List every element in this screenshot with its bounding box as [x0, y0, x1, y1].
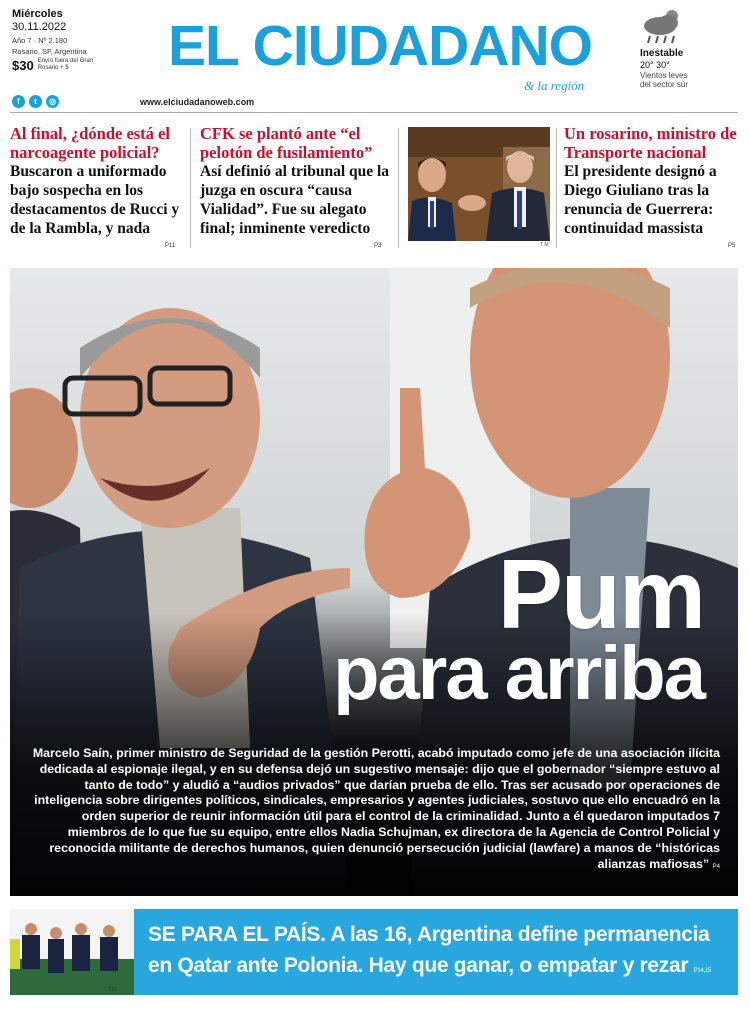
main-lead [30, 746, 720, 875]
column-divider [398, 128, 399, 248]
edition-date: 30.11.2022 [12, 21, 67, 33]
weather-note-1: Vientos leves [640, 71, 688, 80]
weather-condition: Inestable [640, 48, 684, 59]
weather-box [640, 6, 740, 89]
sports-banner[interactable] [10, 909, 738, 995]
cover-price: $30 [12, 58, 34, 73]
column-divider [190, 128, 191, 248]
teaser-body: El presidente designó a Diego Giuliano tras la renuncia de Guerrera: continuidad massista [564, 163, 717, 237]
teaser-page-ref: P5 [728, 243, 736, 249]
teaser-headline: Un rosarino, ministro de Transporte nacional [564, 124, 737, 162]
main-headline-line1: Pum [497, 539, 704, 649]
price-block [12, 58, 132, 73]
edition-info [12, 8, 132, 73]
banner-headline [148, 919, 732, 987]
banner-photo-credit: T.M [108, 987, 117, 993]
teaser-headline: Al final, ¿dónde está el narcoagente policial? [10, 124, 170, 162]
website-url[interactable]: www.elciudadanoweb.com [140, 97, 255, 107]
main-lead-text: Marcelo Saín, primer ministro de Seguridad de la gestión Perotti, acabó imputado como jefe de una asociación ilícita dedicada al espionaje ilegal, y en su defensa dejó un sugestivo mensaje: dijo que el gobernador “siempre estuvo al tanto de todo” y aludió a “audios privados” que darían prueba de ello. Tras ser acusado por operaciones de inteligencia sobre dirigentes políticos, sindicales, empresarios y agentes judiciales, sostuvo que ello encuadró en la orden superior de reunir información útil para el control de la criminalidad. Junto a él quedaron imputados 7 miembros de lo que fue su equipo, entre ellos Nadia Schujman, ex directora de la Agencia de Control Policial y reconocida militante de derechos humanos, quien denunció persecución judicial (lawfare) a manos de “históricas alianzas mafiosas” [32, 746, 720, 871]
teaser-transporte[interactable] [564, 124, 744, 238]
twitter-icon[interactable]: t [29, 95, 42, 108]
banner-headline-text: SE PARA EL PAÍS. A las 16, Argentina define permanencia en Qatar ante Polonia. Hay que ganar, o empatar y rezar [148, 923, 710, 977]
weather-temps: 20° 30° [640, 60, 670, 70]
teaser-body: Buscaron a uniformado bajo sospecha en los destacamentos de Rucci y de la Rambla, y nada [10, 163, 180, 237]
edition-day: Miércoles [12, 8, 63, 20]
facebook-icon[interactable]: f [12, 95, 25, 108]
main-story[interactable] [10, 268, 738, 896]
teaser-headline: CFK se plantó ante “el pelotón de fusilamiento” [200, 124, 373, 162]
teaser-narcoagente[interactable] [10, 124, 182, 238]
social-links [12, 95, 59, 108]
banner-photo [10, 909, 134, 995]
teaser-photo[interactable] [408, 127, 550, 241]
banner-page-ref: P14,15 [693, 968, 711, 974]
issue-number: Año 7 · Nº 2.180 [12, 36, 68, 45]
rain-cloud-icon [640, 6, 684, 46]
instagram-icon[interactable]: ◎ [46, 95, 59, 108]
price-note: Envío fuera del Gran Rosario + $ [37, 58, 94, 71]
column-divider [556, 128, 557, 248]
photo-credit: T M [540, 242, 549, 248]
teaser-page-ref: P3 [374, 243, 382, 249]
main-headline [333, 539, 704, 716]
masthead-divider [10, 112, 738, 113]
masthead [0, 0, 750, 120]
newspaper-logo: EL CIUDADANO [168, 14, 592, 78]
logo-tagline: & la región [524, 78, 585, 93]
edition-location: Rosario, SF, Argentina [12, 47, 87, 56]
main-headline-line2: para arriba [333, 631, 704, 716]
teaser-body: Así definió al tribunal que la juzga en oscura “causa Vialidad”. Fue su alegato final; inminente veredicto [200, 163, 390, 237]
teaser-page-ref: P11 [165, 243, 176, 249]
main-page-ref: P4 [712, 863, 720, 870]
weather-note-2: del sector sur [640, 80, 689, 89]
teaser-cfk[interactable] [200, 124, 390, 238]
